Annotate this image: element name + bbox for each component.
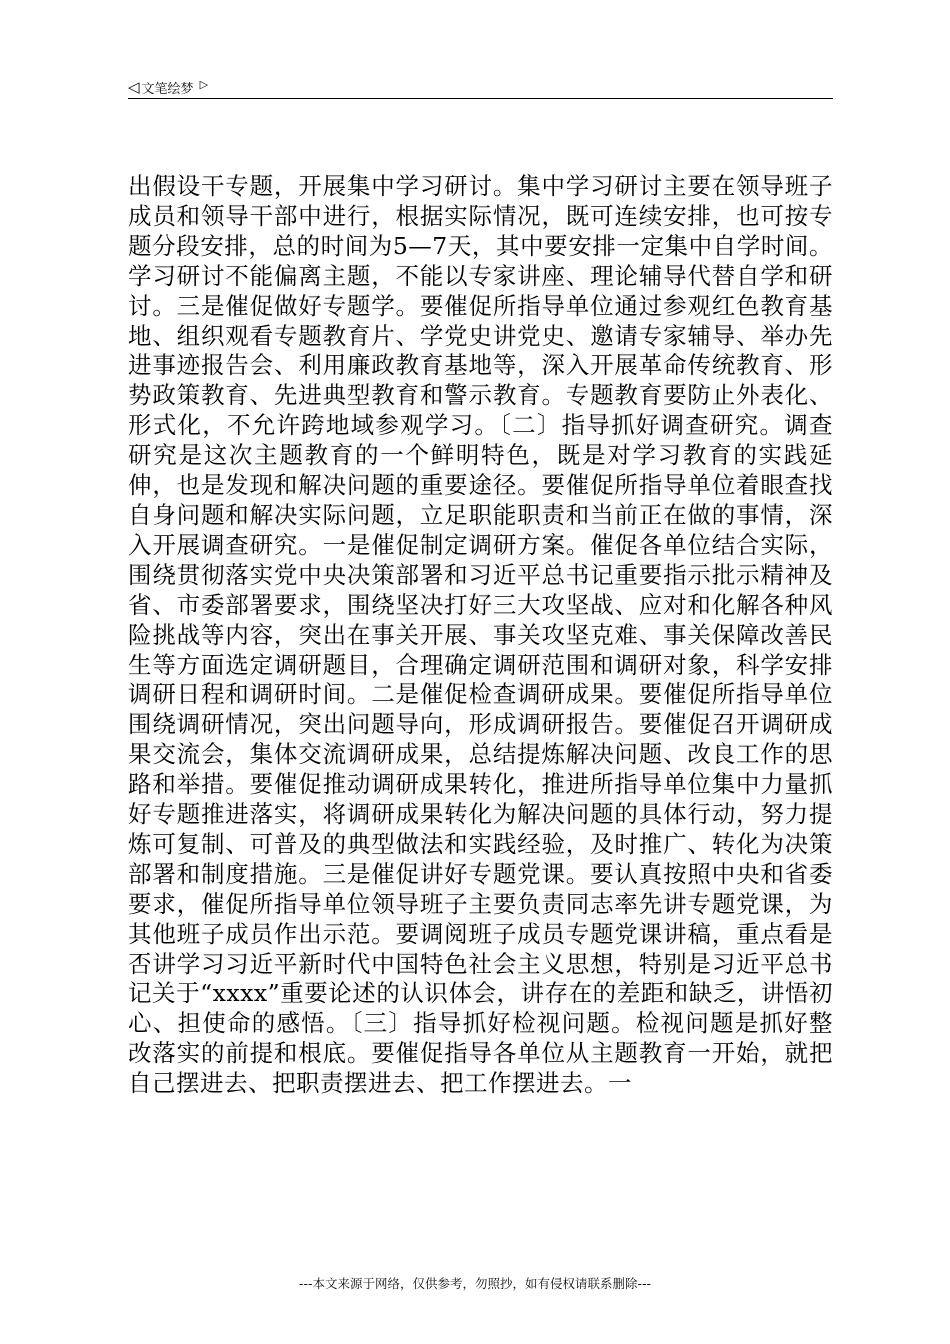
right-triangle-icon: ▷ <box>199 77 209 91</box>
body-paragraph: 出假设干专题，开展集中学习研讨。集中学习研讨主要在领导班子成员和领导干部中进行，根据实际情况，既可连续安排，也可按专题分段安排，总的时间为5—7天，其中要安排一定集中自学时间。学习研讨不能偏离主题，不能以专家讲座、理论辅导代替自学和研讨。三是催促做好专题学。要催促所指导单位通过参观红色教育基地、组织观看专题教育片、学党史讲党史、邀请专家辅导、举办先进事迹报告会、利用廉政教育基地等，深入开展革命传统教育、形势政策教育、先进典型教育和警示教育。专题教育要防止外表化、形式化，不允许跨地域参观学习。〔二〕指导抓好调查研究。调查研究是这次主题教育的一个鲜明特色，既是对学习教育的实践延伸，也是发现和解决问题的重要途径。要催促所指导单位着眼查找自身问题和解决实际问题，立足职能职责和当前正在做的事情，深入开展调查研究。一是催促制定调研方案。催促各单位结合实际，围绕贯彻落实党中央决策部署和习近平总书记重要指示批示精神及省、市委部署要求，围绕坚决打好三大攻坚战、应对和化解各种风险挑战等内容，突出在事关开展、事关攻坚克难、事关保障改善民生等方面选定调研题目，合理确定调研范围和调研对象，科学安排调研日程和调研时间。二是催促检查调研成果。要催促所指导单位围绕调研情况，突出问题导向，形成调研报告。要催促召开调研成果交流会，集体交流调研成果，总结提炼解决问题、改良工作的思路和举措。要催促推动调研成果转化，推进所指导单位集中力量抓好专题推进落实，将调研成果转化为解决问题的具体行动，努力提炼可复制、可普及的典型做法和实践经验，及时推广、转化为决策部署和制度措施。三是催促讲好专题党课。要认真按照中央和省委要求，催促所指导单位领导班子主要负责同志率先讲专题党课，为其他班子成员作出示范。要调阅班子成员专题党课讲稿，重点看是否讲学习习近平新时代中国特色社会主义思想，特别是习近平总书记关于“xxxx”重要论述的认识体会，讲存在的差距和缺乏，讲悟初心、担使命的感悟。〔三〕指导抓好检视问题。检视问题是抓好整改落实的前提和根底。要催促指导各单位从主题教育一开始，就把自己摆进去、把职责摆进去、把工作摆进去。一 <box>128 172 833 1098</box>
header-divider <box>128 98 833 99</box>
footer-disclaimer: ---本文来源于网络，仅供参考，勿照抄，如有侵权请联系删除--- <box>298 1276 652 1291</box>
page-header <box>128 76 833 98</box>
left-triangle-icon: ◁ <box>128 77 140 96</box>
header-title: 文笔绘梦 <box>141 81 194 97</box>
